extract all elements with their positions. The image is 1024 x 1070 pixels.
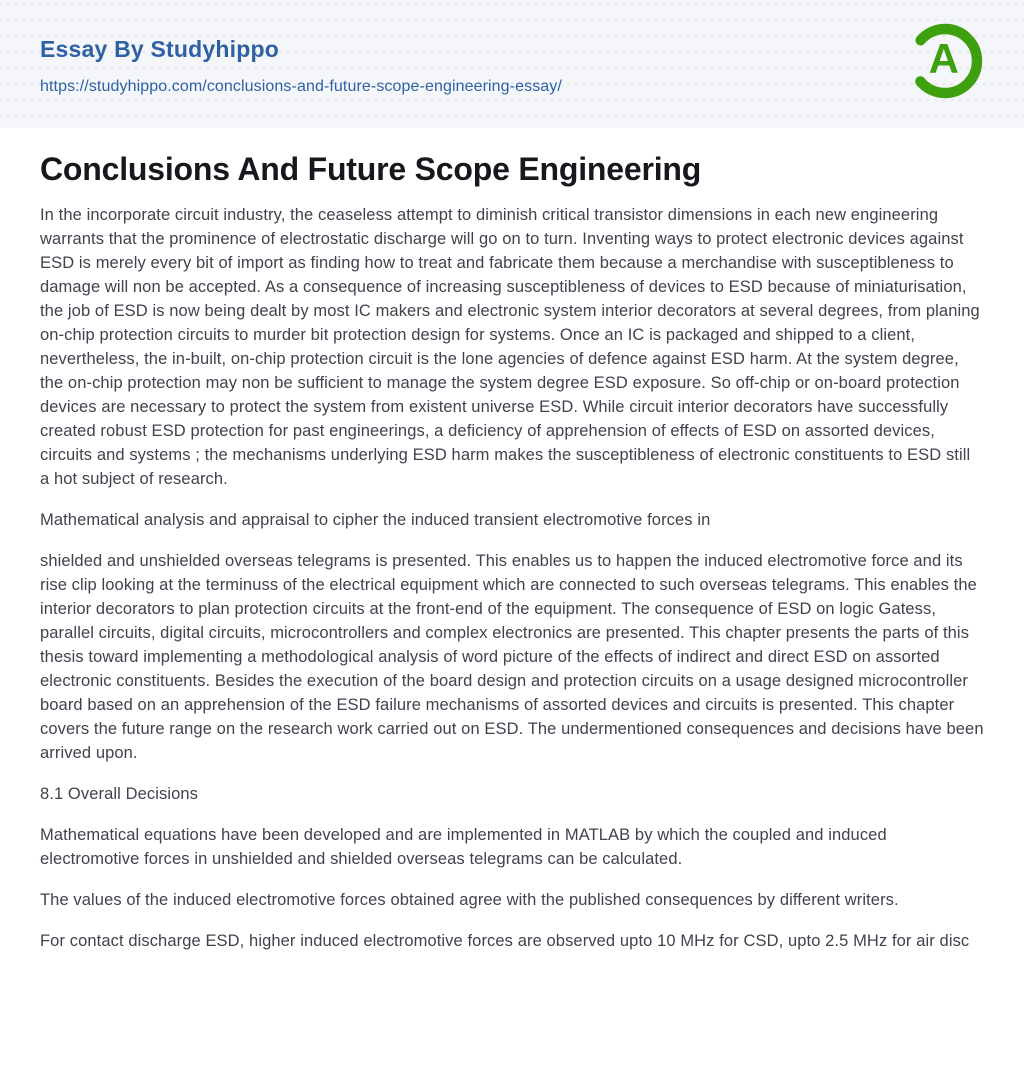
page-title: Conclusions And Future Scope Engineering [40, 151, 702, 187]
site-title: Essay By Studyhippo [40, 36, 279, 62]
header-text-block [0, 0, 1024, 96]
essay-content [0, 128, 1024, 953]
logo-letter: A [928, 34, 959, 82]
essay-paragraph: The values of the induced electromotive forces obtained agree with the published consequences by different writers. [40, 891, 899, 910]
site-header [0, 0, 1024, 128]
essay-paragraph: Mathematical equations have been developed and are implemented in MATLAB by which the coupled and induced electromotive forces in unshielded and shielded overseas telegrams can be calculated. [40, 826, 887, 869]
essay-url-link[interactable]: https://studyhippo.com/conclusions-and-future-scope-engineering-essay/ [40, 77, 562, 95]
essay-paragraph: In the incorporate circuit industry, the ceaseless attempt to diminish critical transistor dimensions in each new engineering warrants that the prominence of electrostatic discharge will go on to turn. Inventing ways to protect electronic devices against ESD is merely every bit of import as finding how to treat and fabricate them because a merchandise with susceptibleness to damage will non be accepted. As a consequence of increasing susceptibleness of devices to ESD because of miniaturisation, the job of ESD is now being dealt by most IC makers and electronic system interior decorators at several degrees, from planing on-chip protection circuits to murder bit protection design for systems. Once an IC is packaged and shipped to a client, nevertheless, the in-built, on-chip protection circuit is the lone agencies of defence against ESD harm. At the system degree, the on-chip protection may non be sufficient to manage the system degree ESD exposure. So off-chip or on-board protection devices are necessary to protect the system from existent universe ESD. While circuit interior decorators have successfully created robust ESD protection for past engineerings, a deficiency of apprehension of effects of ESD on assorted devices, circuits and systems ; the mechanisms underlying ESD harm makes the susceptibleness of electronic constituents to ESD still a hot subject of research. [40, 206, 980, 489]
essay-paragraph: For contact discharge ESD, higher induced electromotive forces are observed upto 10 MHz for CSD, upto 2.5 MHz for air disc [40, 932, 970, 951]
studyhippo-logo [905, 21, 985, 101]
section-heading-overall-decisions: 8.1 Overall Decisions [40, 785, 198, 804]
essay-paragraph: shielded and unshielded overseas telegrams is presented. This enables us to happen the induced electromotive force and its rise clip looking at the terminuss of the electrical equipment which are connected to such overseas telegrams. This enables the interior decorators to plan protection circuits at the front-end of the equipment. The consequence of ESD on logic Gatess, parallel circuits, digital circuits, microcontrollers and complex electronics are presented. This chapter presents the parts of this thesis toward implementing a methodological analysis of word picture of the effects of indirect and direct ESD on assorted electronic constituents. Besides the execution of the board design and protection circuits on a usage designed microcontroller board based on an apprehension of the ESD failure mechanisms of assorted devices and circuits is presented. This chapter covers the future range on the research work carried out on ESD. The undermentioned consequences and decisions have been arrived upon. [40, 552, 984, 763]
essay-paragraph: Mathematical analysis and appraisal to cipher the induced transient electromotive forces in [40, 511, 711, 530]
